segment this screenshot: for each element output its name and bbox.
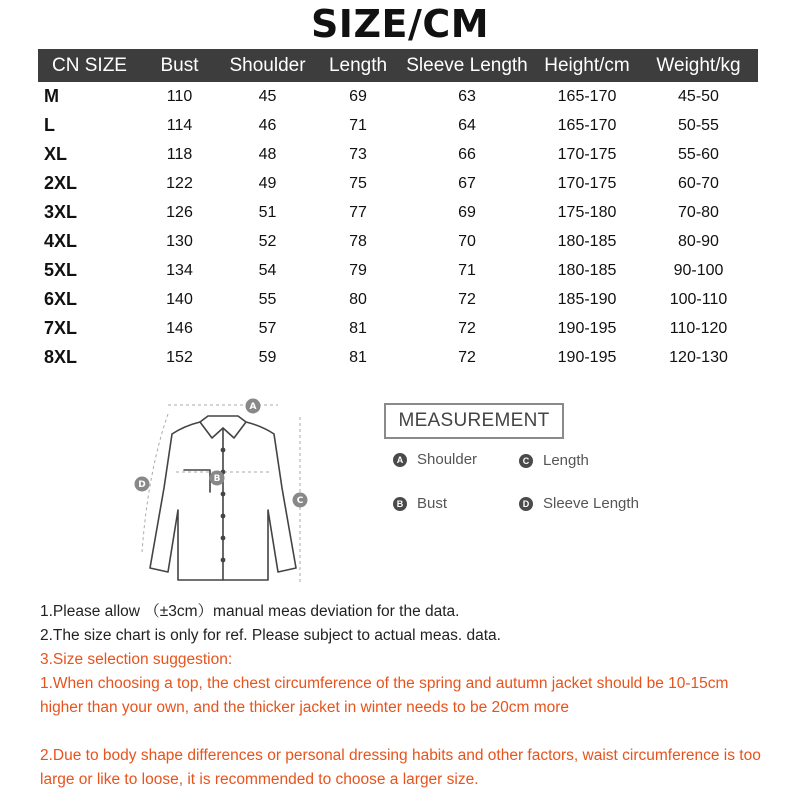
value-cell: 114 (166, 116, 193, 134)
column-header: Sleeve Length (399, 49, 535, 82)
size-cell: M (44, 86, 59, 106)
value-cell: 69 (349, 87, 367, 105)
legend-label-bust: Bust (417, 495, 448, 512)
value-cell: 54 (258, 261, 277, 279)
value-cell: 64 (458, 116, 476, 134)
table-row (38, 82, 758, 111)
value-cell: 55 (258, 290, 277, 308)
value-cell: 190-195 (557, 319, 617, 337)
size-cell: 5XL (44, 260, 78, 280)
button (221, 558, 226, 563)
table-row (38, 343, 758, 372)
diagram-mark-d-label: D (138, 480, 146, 490)
size-cell: 8XL (44, 347, 78, 367)
table-body (38, 82, 758, 372)
legend-mark-d: D (519, 497, 533, 511)
column-header: Height/cm (535, 49, 639, 82)
value-cell: 130 (166, 232, 193, 250)
value-cell: 45-50 (678, 87, 719, 105)
value-cell: 60-70 (678, 174, 719, 192)
legend-mark-c: C (519, 454, 533, 468)
value-cell: 110 (166, 87, 193, 105)
button (221, 492, 226, 497)
value-cell: 46 (258, 116, 277, 134)
value-cell: 165-170 (557, 116, 617, 134)
value-cell: 70 (458, 232, 476, 250)
value-cell: 134 (166, 261, 193, 279)
note-5: 2.Due to body shape differences or personal dressing habits and other factors, waist circumference is too large or like to loose, it is recommended to choose a larger size. (40, 747, 761, 788)
size-cell: 6XL (44, 289, 78, 309)
value-cell: 71 (349, 116, 367, 134)
value-cell: 118 (166, 145, 193, 163)
value-cell: 72 (458, 348, 476, 366)
table-row (38, 140, 758, 169)
value-cell: 185-190 (557, 290, 617, 308)
table-row (38, 198, 758, 227)
value-cell: 152 (166, 348, 193, 366)
value-cell: 57 (258, 319, 277, 337)
note-2: 2.The size chart is only for ref. Please subject to actual meas. data. (40, 627, 501, 644)
value-cell: 100-110 (669, 290, 728, 308)
value-cell: 80 (349, 290, 367, 308)
value-cell: 81 (349, 319, 367, 337)
measurement-heading: MEASUREMENT (384, 403, 564, 439)
value-cell: 51 (258, 203, 277, 221)
note-1: 1.Please allow （±3cm）manual meas deviation for the data. (40, 603, 460, 620)
value-cell: 110-120 (669, 319, 728, 337)
value-cell: 90-100 (673, 261, 724, 279)
value-cell: 80-90 (678, 232, 719, 250)
size-cell: L (44, 115, 55, 135)
value-cell: 170-175 (557, 174, 617, 192)
diagram-mark-a-label: A (249, 402, 257, 412)
value-cell: 55-60 (678, 145, 719, 163)
value-cell: 66 (458, 145, 476, 163)
legend-mark-a: A (393, 453, 407, 467)
size-table (38, 49, 758, 372)
column-header: CN SIZE (38, 49, 141, 82)
value-cell: 59 (258, 348, 277, 366)
value-cell: 180-185 (557, 261, 617, 279)
table-row (38, 169, 758, 198)
table-row (38, 256, 758, 285)
value-cell: 49 (258, 174, 277, 192)
value-cell: 175-180 (557, 203, 617, 221)
value-cell: 52 (258, 232, 277, 250)
value-cell: 81 (349, 348, 367, 366)
column-header: Length (317, 49, 399, 82)
legend-mark-b: B (393, 497, 407, 511)
column-header: Weight/kg (639, 49, 758, 82)
value-cell: 72 (458, 290, 476, 308)
value-cell: 78 (349, 232, 367, 250)
table-row (38, 285, 758, 314)
value-cell: 72 (458, 319, 476, 337)
size-cell: XL (44, 144, 68, 164)
jacket-diagram (128, 392, 318, 597)
value-cell: 69 (458, 203, 476, 221)
jacket-pocket (184, 470, 210, 492)
legend-label-shoulder: Shoulder (417, 451, 478, 468)
legend-label-sleeve-length: Sleeve Length (543, 495, 639, 512)
value-cell: 71 (458, 261, 476, 279)
table-row (38, 227, 758, 256)
value-cell: 48 (258, 145, 277, 163)
note-3: 3.Size selection suggestion: (40, 651, 233, 668)
value-cell: 170-175 (557, 145, 617, 163)
size-cell: 3XL (44, 202, 78, 222)
value-cell: 140 (166, 290, 193, 308)
value-cell: 165-170 (557, 87, 617, 105)
note-4: 1.When choosing a top, the chest circumference of the spring and autumn jacket should be 10-15cm higher than your own, and the thicker jacket in winter needs to be 20cm more (40, 675, 729, 716)
value-cell: 50-55 (678, 116, 719, 134)
table-header-row (38, 49, 758, 82)
value-cell: 77 (349, 203, 367, 221)
value-cell: 120-130 (669, 348, 728, 366)
value-cell: 79 (349, 261, 367, 279)
value-cell: 146 (166, 319, 193, 337)
diagram-mark-b-label: B (213, 474, 221, 484)
value-cell: 73 (349, 145, 367, 163)
value-cell: 190-195 (557, 348, 617, 366)
value-cell: 45 (258, 87, 277, 105)
value-cell: 63 (458, 87, 476, 105)
button (221, 514, 226, 519)
value-cell: 180-185 (557, 232, 617, 250)
notes (40, 600, 770, 792)
value-cell: 70-80 (678, 203, 719, 221)
size-cell: 7XL (44, 318, 78, 338)
table-row (38, 314, 758, 343)
size-cell: 2XL (44, 173, 78, 193)
size-cell: 4XL (44, 231, 78, 251)
column-header: Shoulder (218, 49, 317, 82)
value-cell: 126 (166, 203, 193, 221)
value-cell: 122 (166, 174, 193, 192)
value-cell: 67 (458, 174, 476, 192)
button (221, 448, 226, 453)
legend-sleeve-length (519, 495, 639, 512)
legend-bust (393, 495, 447, 512)
page-title: SIZE/CM (310, 2, 490, 46)
table-row (38, 111, 758, 140)
legend-shoulder (393, 451, 477, 468)
button (221, 536, 226, 541)
legend-length (519, 452, 589, 469)
diagram-mark-c-label: C (296, 496, 304, 506)
column-header: Bust (141, 49, 218, 82)
legend-label-length: Length (543, 452, 589, 469)
value-cell: 75 (349, 174, 367, 192)
